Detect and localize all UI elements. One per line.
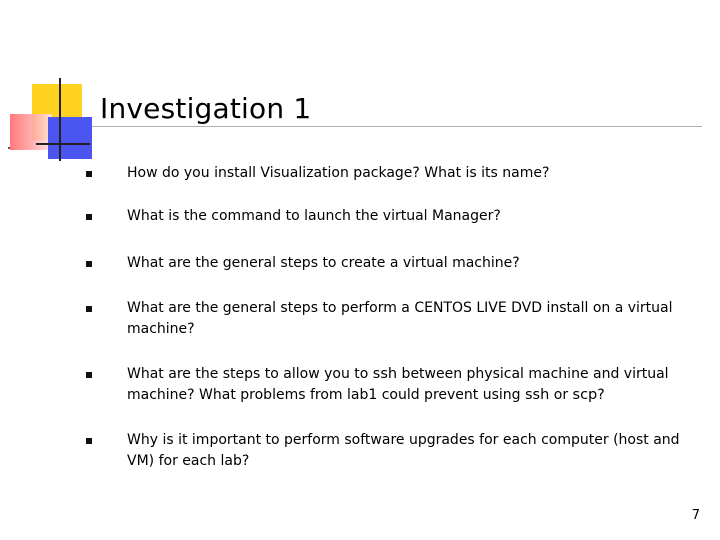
bullet-text-part: or [549,387,573,403]
bullet-text: What is the command to launch the virtual Manager? [127,208,501,224]
bullet-text: What are the general steps to create a virtual machine? [127,255,520,271]
bullet-text-part: ? [597,387,605,403]
command-scp: scp [572,387,598,403]
page-number: 7 [691,508,700,523]
square-bullet-icon [86,372,92,378]
command-ssh: ssh [372,366,398,382]
bullet-text [127,364,692,406]
square-bullet-icon [86,306,92,312]
square-bullet-icon [86,438,92,444]
square-bullet-icon [86,171,92,177]
command-ssh: ssh [524,387,550,403]
bullet-text: How do you install Visualization package? What is its name? [127,165,550,181]
square-bullet-icon [86,214,92,220]
bullet-text-part: between physical machine and virtual machine? What problems from lab1 could prevent using [127,366,669,403]
square-bullet-icon [86,261,92,267]
bullet-text: Why is it important to perform software upgrades for each computer (host and VM) for each lab? [127,432,680,469]
slide-title: Investigation 1 [100,92,312,125]
bullet-text-part: What are the steps to allow you to [127,366,373,382]
bullet-text: What are the general steps to perform a CENTOS LIVE DVD install on a virtual machine? [127,300,673,337]
